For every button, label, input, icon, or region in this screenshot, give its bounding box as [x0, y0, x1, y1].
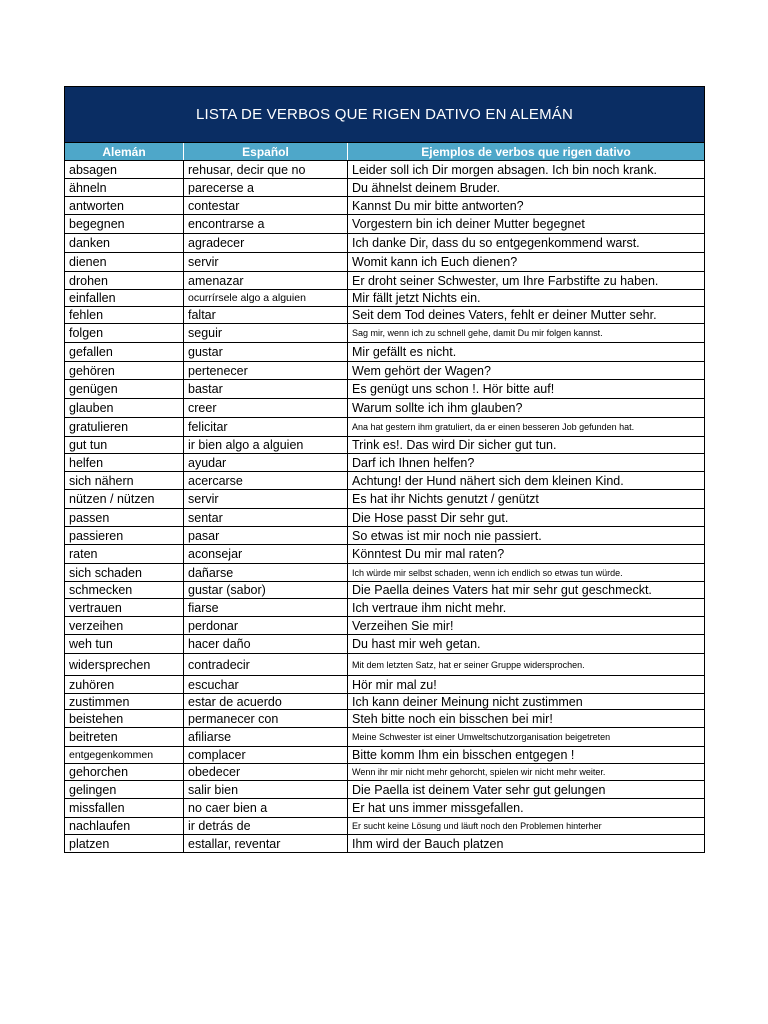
table-body — [65, 161, 704, 852]
cell-espanol: perdonar — [184, 617, 348, 634]
cell-ejemplo: So etwas ist mir noch nie passiert. — [352, 528, 542, 543]
table-row — [65, 835, 704, 852]
cell-espanol: gustar — [184, 343, 348, 361]
cell-ejemplo: Wenn ihr mir nicht mehr gehorcht, spielen wir nicht mehr weiter. — [352, 767, 606, 777]
table-row — [65, 472, 704, 490]
table-row — [65, 179, 704, 197]
table-row — [65, 272, 704, 290]
cell-ejemplo: Wem gehört der Wagen? — [352, 363, 491, 378]
cell-ejemplo: Er sucht keine Lösung und läuft noch den Problemen hinterher — [352, 821, 602, 831]
cell-espanol: gustar (sabor) — [184, 582, 348, 598]
cell-ejemplo: Sag mir, wenn ich zu schnell gehe, damit Du mir folgen kannst. — [352, 328, 603, 338]
cell-aleman: gehorchen — [65, 764, 184, 780]
cell-ejemplo: Es hat ihr Nichts genutzt / genützt — [352, 492, 539, 506]
cell-espanol: estallar, reventar — [184, 835, 348, 852]
cell-ejemplo: Darf ich Ihnen helfen? — [352, 455, 475, 470]
cell-aleman: nützen / nützen — [65, 490, 184, 508]
cell-espanol: acercarse — [184, 472, 348, 489]
header-aleman: Alemán — [65, 143, 184, 160]
cell-espanol: hacer daño — [184, 635, 348, 653]
cell-ejemplo: Die Paella ist deinem Vater sehr gut gelungen — [352, 782, 606, 797]
header-espanol: Español — [184, 143, 348, 160]
cell-aleman: glauben — [65, 399, 184, 417]
cell-ejemplo: Hör mir mal zu! — [352, 677, 437, 692]
cell-ejemplo: Trink es!. Das wird Dir sicher gut tun. — [352, 438, 557, 452]
cell-ejemplo: Könntest Du mir mal raten? — [352, 547, 505, 561]
cell-ejemplo: Ich kann deiner Meinung nicht zustimmen — [352, 694, 583, 709]
cell-espanol: permanecer con — [184, 710, 348, 727]
cell-espanol: rehusar, decir que no — [184, 161, 348, 178]
cell-ejemplo: Ich vertraue ihm nicht mehr. — [352, 600, 507, 615]
cell-espanol: ocurrírsele algo a alguien — [184, 290, 348, 306]
cell-espanol: parecerse a — [184, 179, 348, 196]
table-row — [65, 710, 704, 728]
cell-espanol: dañarse — [184, 564, 348, 581]
cell-espanol: pertenecer — [184, 362, 348, 379]
cell-espanol: servir — [184, 490, 348, 508]
cell-ejemplo: Warum sollte ich ihm glauben? — [352, 401, 523, 415]
table-row — [65, 343, 704, 362]
cell-ejemplo: Vorgestern bin ich deiner Mutter begegnet — [352, 217, 585, 231]
cell-ejemplo: Ich würde mir selbst schaden, wenn ich endlich so etwas tun würde. — [352, 567, 623, 578]
cell-aleman: absagen — [65, 161, 184, 178]
cell-espanol: obedecer — [184, 764, 348, 780]
cell-aleman: nachlaufen — [65, 818, 184, 834]
table-row — [65, 764, 704, 781]
cell-aleman: drohen — [65, 272, 184, 289]
cell-aleman: platzen — [65, 835, 184, 852]
cell-espanol: ir bien algo a alguien — [184, 437, 348, 453]
cell-aleman: widersprechen — [65, 654, 184, 675]
cell-espanol: afiliarse — [184, 728, 348, 746]
cell-ejemplo: Meine Schwester ist einer Umweltschutzorganisation beigetreten — [352, 732, 611, 742]
cell-espanol: felicitar — [184, 418, 348, 436]
table-row — [65, 307, 704, 324]
cell-aleman: danken — [65, 234, 184, 252]
cell-aleman: fehlen — [65, 307, 184, 323]
cell-aleman: schmecken — [65, 582, 184, 598]
cell-espanol: agradecer — [184, 234, 348, 252]
cell-espanol: faltar — [184, 307, 348, 323]
cell-aleman: sich schaden — [65, 564, 184, 581]
cell-espanol: creer — [184, 399, 348, 417]
table-title: LISTA DE VERBOS QUE RIGEN DATIVO EN ALEMÁN — [65, 87, 704, 143]
cell-aleman: beitreten — [65, 728, 184, 746]
table-row — [65, 490, 704, 509]
cell-ejemplo: Mit dem letzten Satz, hat er seiner Gruppe widersprochen. — [352, 659, 585, 670]
table-row — [65, 818, 704, 835]
table-row — [65, 215, 704, 234]
cell-aleman: zuhören — [65, 676, 184, 693]
cell-aleman: vertrauen — [65, 599, 184, 616]
table-row — [65, 617, 704, 635]
cell-ejemplo: Die Paella deines Vaters hat mir sehr gut geschmeckt. — [352, 583, 652, 597]
cell-ejemplo: Steh bitte noch ein bisschen bei mir! — [352, 711, 553, 726]
cell-ejemplo: Kannst Du mir bitte antworten? — [352, 198, 524, 213]
cell-aleman: begegnen — [65, 215, 184, 233]
table-row — [65, 418, 704, 437]
cell-aleman: gehören — [65, 362, 184, 379]
cell-aleman: gelingen — [65, 781, 184, 798]
cell-aleman: verzeihen — [65, 617, 184, 634]
table-row — [65, 527, 704, 545]
table-row — [65, 197, 704, 215]
cell-aleman: sich nähern — [65, 472, 184, 489]
cell-aleman: passieren — [65, 527, 184, 544]
cell-aleman: einfallen — [65, 290, 184, 306]
table-row — [65, 324, 704, 343]
table-row — [65, 234, 704, 253]
cell-aleman: gefallen — [65, 343, 184, 361]
table-row — [65, 509, 704, 527]
cell-ejemplo: Er droht seiner Schwester, um Ihre Farbstifte zu haben. — [352, 273, 659, 288]
cell-espanol: contradecir — [184, 654, 348, 675]
verb-table — [64, 86, 705, 853]
table-row — [65, 694, 704, 710]
cell-espanol: seguir — [184, 324, 348, 342]
cell-espanol: sentar — [184, 509, 348, 526]
cell-ejemplo: Ich danke Dir, dass du so entgegenkommend warst. — [352, 236, 640, 250]
table-row — [65, 545, 704, 564]
cell-espanol: pasar — [184, 527, 348, 544]
table-row — [65, 599, 704, 617]
header-ejemplos: Ejemplos de verbos que rigen dativo — [421, 144, 631, 159]
cell-ejemplo: Leider soll ich Dir morgen absagen. Ich bin noch krank. — [352, 162, 658, 177]
table-row — [65, 747, 704, 764]
cell-ejemplo: Ana hat gestern ihm gratuliert, da er einen besseren Job gefunden hat. — [352, 422, 635, 432]
cell-espanol: encontrarse a — [184, 215, 348, 233]
cell-ejemplo: Mir gefällt es nicht. — [352, 345, 457, 359]
cell-aleman: antworten — [65, 197, 184, 214]
table-row — [65, 380, 704, 399]
cell-ejemplo: Verzeihen Sie mir! — [352, 618, 454, 633]
cell-aleman: weh tun — [65, 635, 184, 653]
cell-aleman: passen — [65, 509, 184, 526]
cell-espanol: servir — [184, 253, 348, 271]
table-row — [65, 635, 704, 654]
table-row — [65, 582, 704, 599]
cell-ejemplo: Es genügt uns schon !. Hör bitte auf! — [352, 382, 555, 396]
table-row — [65, 253, 704, 272]
table-row — [65, 290, 704, 307]
cell-aleman: folgen — [65, 324, 184, 342]
table-row — [65, 399, 704, 418]
cell-aleman: missfallen — [65, 799, 184, 817]
cell-espanol: contestar — [184, 197, 348, 214]
cell-espanol: estar de acuerdo — [184, 694, 348, 709]
cell-ejemplo: Ihm wird der Bauch platzen — [352, 836, 504, 851]
cell-espanol: ir detrás de — [184, 818, 348, 834]
cell-ejemplo: Die Hose passt Dir sehr gut. — [352, 510, 509, 525]
table-row — [65, 799, 704, 818]
cell-espanol: amenazar — [184, 272, 348, 289]
cell-espanol: ayudar — [184, 454, 348, 471]
cell-ejemplo: Er hat uns immer missgefallen. — [352, 801, 524, 815]
cell-aleman: zustimmen — [65, 694, 184, 709]
table-row — [65, 654, 704, 676]
table-header-row — [65, 143, 704, 161]
table-row — [65, 454, 704, 472]
table-row — [65, 362, 704, 380]
cell-espanol: bastar — [184, 380, 348, 398]
cell-ejemplo: Bitte komm Ihm ein bisschen entgegen ! — [352, 748, 575, 762]
cell-aleman: gut tun — [65, 437, 184, 453]
cell-aleman: beistehen — [65, 710, 184, 727]
cell-espanol: fiarse — [184, 599, 348, 616]
cell-ejemplo: Mir fällt jetzt Nichts ein. — [352, 291, 481, 305]
table-row — [65, 564, 704, 582]
table-row — [65, 728, 704, 747]
cell-espanol: escuchar — [184, 676, 348, 693]
cell-espanol: no caer bien a — [184, 799, 348, 817]
cell-aleman: entgegenkommen — [65, 747, 184, 763]
cell-ejemplo: Achtung! der Hund nähert sich dem kleinen Kind. — [352, 473, 624, 488]
cell-espanol: salir bien — [184, 781, 348, 798]
cell-aleman: raten — [65, 545, 184, 563]
cell-ejemplo: Womit kann ich Euch dienen? — [352, 255, 518, 269]
cell-ejemplo: Du hast mir weh getan. — [352, 637, 481, 651]
cell-ejemplo: Seit dem Tod deines Vaters, fehlt er deiner Mutter sehr. — [352, 308, 657, 322]
table-row — [65, 781, 704, 799]
cell-aleman: dienen — [65, 253, 184, 271]
table-row — [65, 161, 704, 179]
cell-ejemplo: Du ähnelst deinem Bruder. — [352, 180, 501, 195]
cell-aleman: ähneln — [65, 179, 184, 196]
cell-aleman: helfen — [65, 454, 184, 471]
table-row — [65, 676, 704, 694]
cell-espanol: complacer — [184, 747, 348, 763]
cell-aleman: gratulieren — [65, 418, 184, 436]
table-row — [65, 437, 704, 454]
cell-aleman: genügen — [65, 380, 184, 398]
cell-espanol: aconsejar — [184, 545, 348, 563]
